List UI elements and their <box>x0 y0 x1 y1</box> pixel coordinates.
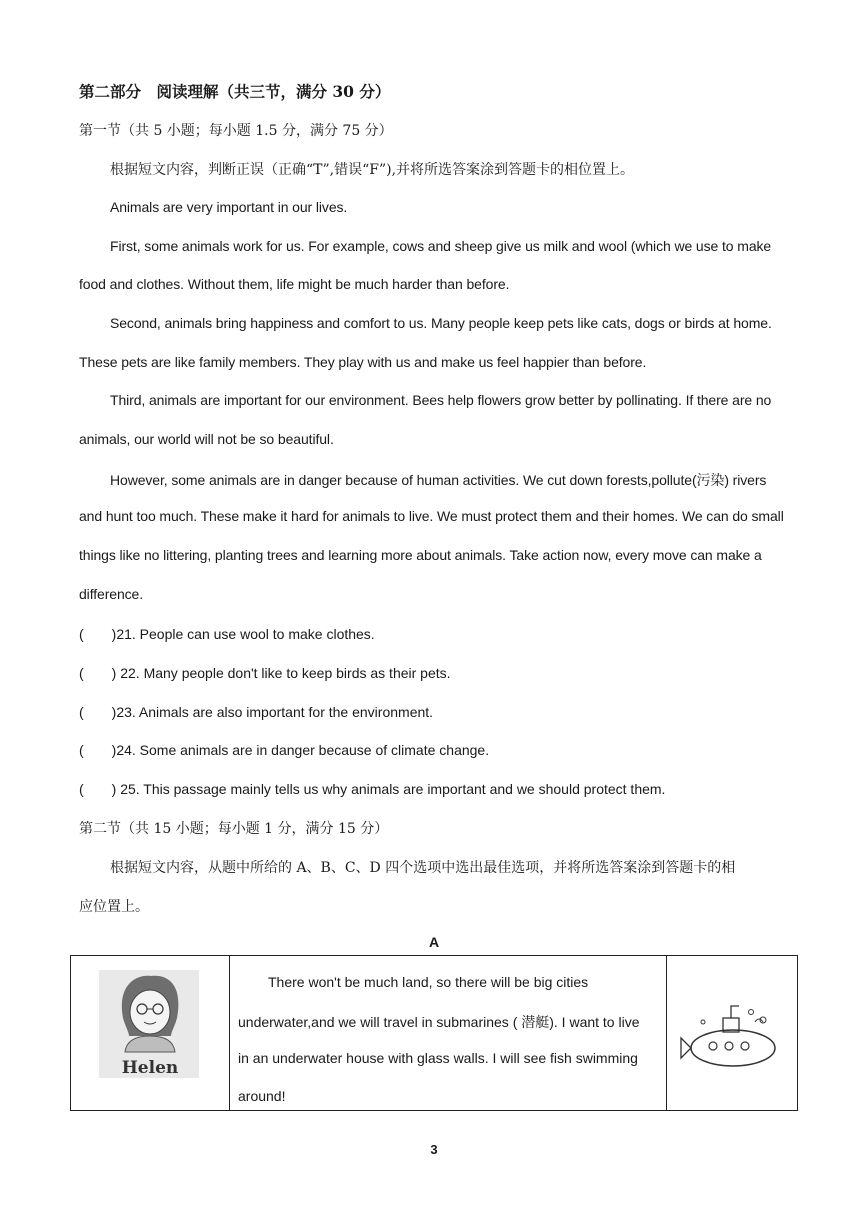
passage-line: difference. <box>79 586 144 602</box>
question-22[interactable]: ( ) 22. Many people don't like to keep birds as their pets. <box>79 665 451 681</box>
passage-line: First, some animals work for us. For example, cows and sheep give us milk and wool (which we use to make <box>110 238 772 254</box>
question-24[interactable]: ( )24. Some animals are in danger because of climate change. <box>79 742 490 758</box>
question-25[interactable]: ( ) 25. This passage mainly tells us why animals are important and we should protect them. <box>79 781 666 797</box>
passage-line: However, some animals are in danger because of human activities. We cut down forests,pollute(污染) rivers <box>110 472 767 488</box>
passage-line: animals, our world will not be so beautiful. <box>79 431 334 447</box>
part2-instruction: 根据短文内容，从题中所给的 A、B、C、D 四个选项中选出最佳选项，并将所选答案涂到答题卡的相 <box>110 860 736 876</box>
passage-line: and hunt too much. These make it hard for animals to live. We must protect them and their homes. We can do small <box>79 508 784 524</box>
part1-instruction: 根据短文内容，判断正误（正确“T”,错误“F”),并将所选答案涂到答题卡的相位置上。 <box>110 162 635 178</box>
table-text-line: underwater,and we will travel in submarines ( 潜艇). I want to live <box>238 1014 640 1030</box>
table-text-line: in an underwater house with glass walls. I will see fish swimming <box>238 1050 638 1066</box>
passage-line: Second, animals bring happiness and comfort to us. Many people keep pets like cats, dogs or birds at home. <box>110 315 772 331</box>
drawing-cell <box>667 956 798 1111</box>
question-21[interactable]: ( )21. People can use wool to make clothes. <box>79 626 375 642</box>
text-cell <box>230 956 667 1111</box>
table-text-line: There won't be much land, so there will be big cities <box>268 974 589 990</box>
passage-line: food and clothes. Without them, life might be much harder than before. <box>79 276 510 292</box>
portrait-cell <box>71 956 230 1111</box>
passage-table <box>70 955 798 1111</box>
passage-line: These pets are like family members. They play with us and make us feel happier than before. <box>79 354 647 370</box>
part2-instruction-cont: 应位置上。 <box>79 899 149 915</box>
passage-line: Animals are very important in our lives. <box>110 199 348 215</box>
passage-line: things like no littering, planting trees and learning more about animals. Take action now, every move can make a <box>79 547 762 563</box>
part1-header: 第一节（共 5 小题；每小题 1.5 分，满分 75 分） <box>79 123 393 139</box>
table-row <box>71 956 798 1111</box>
passage-line: Third, animals are important for our environment. Bees help flowers grow better by pollinating. If there are no <box>110 392 772 408</box>
question-23[interactable]: ( )23. Animals are also important for the environment. <box>79 704 434 720</box>
submarine-icon <box>667 956 797 1106</box>
helen-name-label: Helen <box>121 1058 179 1078</box>
section-title: 第二部分 阅读理解（共三节，满分 30 分） <box>79 82 391 101</box>
table-text-line: around! <box>238 1088 286 1104</box>
part2-header: 第二节（共 15 小题；每小题 1 分，满分 15 分） <box>79 821 389 837</box>
helen-portrait-icon <box>71 956 229 1106</box>
passage-label: A <box>428 934 440 950</box>
page-number: 3 <box>430 1142 438 1157</box>
